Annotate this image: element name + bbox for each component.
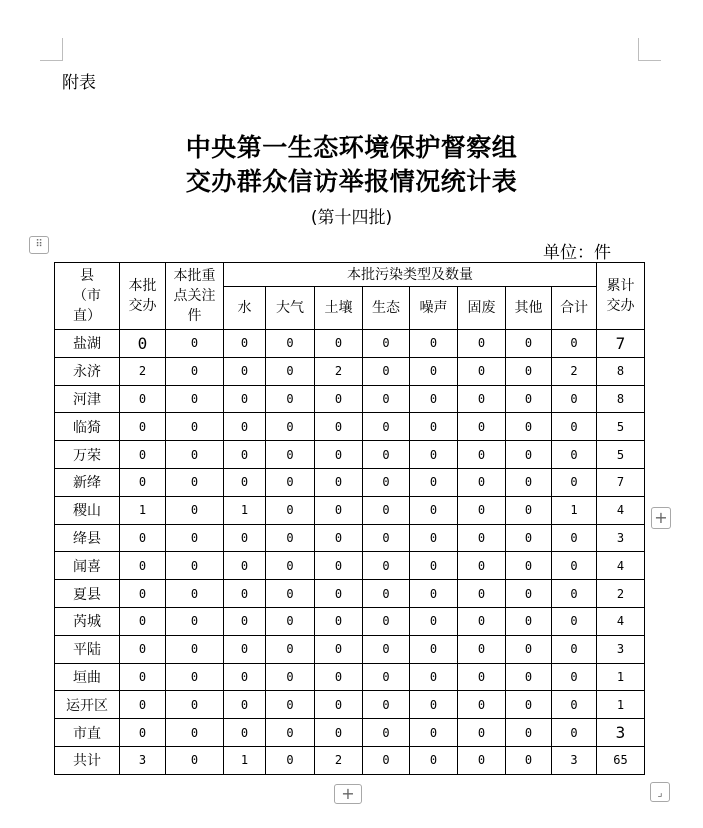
cell-solid-waste: 0 [458, 635, 506, 663]
table-move-handle[interactable] [29, 236, 49, 254]
cell-cumulative: 4 [597, 496, 645, 524]
header-ecology: 生态 [363, 287, 410, 330]
cell-county: 芮城 [55, 607, 120, 635]
header-pollution-group: 本批污染类型及数量 [224, 263, 597, 287]
cell-water: 0 [224, 413, 266, 441]
cell-solid-waste: 0 [458, 441, 506, 469]
header-water: 水 [224, 287, 266, 330]
cell-noise: 0 [410, 413, 458, 441]
cell-cumulative: 65 [597, 746, 645, 774]
cell-county: 新绛 [55, 468, 120, 496]
cell-cumulative: 5 [597, 441, 645, 469]
cell-noise: 0 [410, 746, 458, 774]
cell-solid-waste: 0 [458, 413, 506, 441]
cell-air: 0 [266, 357, 315, 385]
batch-label: (第十四批) [310, 208, 393, 228]
cell-water: 0 [224, 441, 266, 469]
cell-soil: 0 [315, 691, 363, 719]
cell-other: 0 [506, 496, 552, 524]
cell-key-focus: 0 [166, 413, 224, 441]
cell-subtotal: 3 [552, 746, 597, 774]
cell-county: 临猗 [55, 413, 120, 441]
cell-soil: 2 [315, 357, 363, 385]
cell-subtotal: 0 [552, 441, 597, 469]
header-air: 大气 [266, 287, 315, 330]
cell-key-focus: 0 [166, 552, 224, 580]
cell-county: 绛县 [55, 524, 120, 552]
cell-key-focus: 0 [166, 607, 224, 635]
cell-county: 市直 [55, 719, 120, 747]
cell-batch-assigned: 0 [120, 524, 166, 552]
cell-soil: 0 [315, 552, 363, 580]
cell-other: 0 [506, 552, 552, 580]
cell-solid-waste: 0 [458, 719, 506, 747]
cell-air: 0 [266, 746, 315, 774]
cell-other: 0 [506, 357, 552, 385]
cell-key-focus: 0 [166, 441, 224, 469]
cell-solid-waste: 0 [458, 385, 506, 413]
cell-noise: 0 [410, 330, 458, 358]
table-row [55, 635, 645, 663]
cell-solid-waste: 0 [458, 468, 506, 496]
cell-ecology: 0 [363, 524, 410, 552]
table-row [55, 691, 645, 719]
cell-other: 0 [506, 691, 552, 719]
table-body [55, 330, 645, 775]
cell-water: 1 [224, 496, 266, 524]
cell-air: 0 [266, 496, 315, 524]
cell-batch-assigned: 0 [120, 691, 166, 719]
cell-ecology: 0 [363, 580, 410, 608]
cell-cumulative: 2 [597, 580, 645, 608]
cell-subtotal: 0 [552, 524, 597, 552]
cell-county: 稷山 [55, 496, 120, 524]
table-row [55, 385, 645, 413]
cell-batch-assigned: 1 [120, 496, 166, 524]
plus-icon: + [654, 508, 668, 527]
cell-county: 万荣 [55, 441, 120, 469]
header-solid-waste: 固废 [458, 287, 506, 330]
cell-noise: 0 [410, 635, 458, 663]
cell-water: 1 [224, 746, 266, 774]
cell-soil: 0 [315, 635, 363, 663]
plus-icon: + [341, 784, 355, 803]
cell-noise: 0 [410, 719, 458, 747]
header-cumulative: 累计交办 [597, 263, 645, 330]
cell-noise: 0 [410, 607, 458, 635]
cell-county: 闻喜 [55, 552, 120, 580]
cell-ecology: 0 [363, 552, 410, 580]
cell-county: 运开区 [55, 691, 120, 719]
cell-water: 0 [224, 330, 266, 358]
cell-solid-waste: 0 [458, 496, 506, 524]
cell-water: 0 [224, 580, 266, 608]
header-batch-assigned: 本批交办 [120, 263, 166, 330]
cell-other: 0 [506, 441, 552, 469]
cell-batch-assigned: 2 [120, 357, 166, 385]
cell-county: 永济 [55, 357, 120, 385]
cell-water: 0 [224, 552, 266, 580]
cell-solid-waste: 0 [458, 330, 506, 358]
cell-cumulative: 3 [597, 635, 645, 663]
cell-ecology: 0 [363, 330, 410, 358]
cell-water: 0 [224, 719, 266, 747]
cell-soil: 0 [315, 663, 363, 691]
cell-subtotal: 0 [552, 663, 597, 691]
cell-noise: 0 [410, 663, 458, 691]
table-row [55, 468, 645, 496]
cell-soil: 0 [315, 385, 363, 413]
cell-key-focus: 0 [166, 468, 224, 496]
cell-solid-waste: 0 [458, 746, 506, 774]
cell-air: 0 [266, 330, 315, 358]
cell-subtotal: 1 [552, 496, 597, 524]
cell-county: 平陆 [55, 635, 120, 663]
document-title-line-1: 中央第一生态环境保护督察组 [185, 133, 518, 162]
cell-subtotal: 0 [552, 635, 597, 663]
table-row [55, 607, 645, 635]
cell-water: 0 [224, 607, 266, 635]
cell-county: 盐湖 [55, 330, 120, 358]
cell-key-focus: 0 [166, 719, 224, 747]
cell-other: 0 [506, 413, 552, 441]
table-row [55, 496, 645, 524]
table-row [55, 524, 645, 552]
cell-cumulative: 7 [597, 330, 645, 358]
cell-key-focus: 0 [166, 385, 224, 413]
cell-water: 0 [224, 663, 266, 691]
table-row [55, 552, 645, 580]
cell-air: 0 [266, 385, 315, 413]
cell-ecology: 0 [363, 663, 410, 691]
cell-batch-assigned: 0 [120, 441, 166, 469]
cell-subtotal: 0 [552, 330, 597, 358]
cell-air: 0 [266, 663, 315, 691]
cell-key-focus: 0 [166, 524, 224, 552]
cell-cumulative: 3 [597, 524, 645, 552]
cell-batch-assigned: 0 [120, 580, 166, 608]
cell-batch-assigned: 0 [120, 719, 166, 747]
cell-batch-assigned: 0 [120, 635, 166, 663]
statistics-table [54, 262, 645, 775]
cell-ecology: 0 [363, 607, 410, 635]
cell-subtotal: 0 [552, 719, 597, 747]
table-row [55, 719, 645, 747]
cell-subtotal: 0 [552, 413, 597, 441]
cell-subtotal: 2 [552, 357, 597, 385]
cell-air: 0 [266, 607, 315, 635]
cell-subtotal: 0 [552, 580, 597, 608]
appendix-label: 附表 [62, 73, 96, 93]
add-column-button[interactable] [651, 507, 671, 529]
cell-ecology: 0 [363, 357, 410, 385]
cell-soil: 0 [315, 607, 363, 635]
cell-batch-assigned: 0 [120, 552, 166, 580]
cell-key-focus: 0 [166, 580, 224, 608]
cell-cumulative: 4 [597, 607, 645, 635]
cell-water: 0 [224, 635, 266, 663]
cell-air: 0 [266, 719, 315, 747]
header-soil: 土壤 [315, 287, 363, 330]
cell-soil: 0 [315, 719, 363, 747]
cell-air: 0 [266, 691, 315, 719]
cell-water: 0 [224, 357, 266, 385]
crop-mark-top-left [40, 38, 63, 61]
cell-ecology: 0 [363, 468, 410, 496]
cell-cumulative: 8 [597, 357, 645, 385]
cell-solid-waste: 0 [458, 524, 506, 552]
unit-label: 单位：件 [543, 243, 611, 263]
cell-other: 0 [506, 385, 552, 413]
cell-air: 0 [266, 413, 315, 441]
table-row [55, 357, 645, 385]
cell-batch-assigned: 0 [120, 663, 166, 691]
cell-soil: 0 [315, 496, 363, 524]
cell-key-focus: 0 [166, 635, 224, 663]
cell-batch-assigned: 0 [120, 607, 166, 635]
header-county: 县（市直） [55, 263, 120, 330]
crop-mark-top-right [638, 38, 661, 61]
table-row [55, 330, 645, 358]
cell-solid-waste: 0 [458, 552, 506, 580]
cell-solid-waste: 0 [458, 357, 506, 385]
cell-other: 0 [506, 663, 552, 691]
cell-water: 0 [224, 468, 266, 496]
cell-air: 0 [266, 580, 315, 608]
cell-soil: 0 [315, 330, 363, 358]
cell-noise: 0 [410, 385, 458, 413]
cell-soil: 0 [315, 468, 363, 496]
cell-soil: 0 [315, 580, 363, 608]
cell-subtotal: 0 [552, 468, 597, 496]
cell-ecology: 0 [363, 496, 410, 524]
add-row-button[interactable] [334, 784, 362, 804]
table-resize-handle[interactable] [650, 782, 670, 802]
cell-subtotal: 0 [552, 552, 597, 580]
header-noise: 噪声 [410, 287, 458, 330]
cell-key-focus: 0 [166, 746, 224, 774]
cell-subtotal: 0 [552, 385, 597, 413]
cell-key-focus: 0 [166, 330, 224, 358]
cell-batch-assigned: 0 [120, 385, 166, 413]
cell-water: 0 [224, 524, 266, 552]
cell-soil: 0 [315, 413, 363, 441]
cell-air: 0 [266, 524, 315, 552]
cell-county: 河津 [55, 385, 120, 413]
cell-air: 0 [266, 441, 315, 469]
cell-subtotal: 0 [552, 691, 597, 719]
cell-county: 垣曲 [55, 663, 120, 691]
cell-cumulative: 1 [597, 663, 645, 691]
cell-ecology: 0 [363, 719, 410, 747]
cell-cumulative: 7 [597, 468, 645, 496]
cell-other: 0 [506, 580, 552, 608]
table-row [55, 580, 645, 608]
table-row [55, 441, 645, 469]
cell-noise: 0 [410, 580, 458, 608]
cell-other: 0 [506, 524, 552, 552]
cell-subtotal: 0 [552, 607, 597, 635]
cell-ecology: 0 [363, 746, 410, 774]
cell-noise: 0 [410, 691, 458, 719]
document-title-line-2: 交办群众信访举报情况统计表 [185, 167, 518, 196]
cell-water: 0 [224, 691, 266, 719]
cell-key-focus: 0 [166, 357, 224, 385]
cell-ecology: 0 [363, 441, 410, 469]
move-table-icon: ⠿ [35, 239, 43, 250]
cell-batch-assigned: 3 [120, 746, 166, 774]
cell-noise: 0 [410, 552, 458, 580]
cell-soil: 0 [315, 441, 363, 469]
cell-soil: 0 [315, 524, 363, 552]
cell-key-focus: 0 [166, 663, 224, 691]
cell-county: 夏县 [55, 580, 120, 608]
header-other: 其他 [506, 287, 552, 330]
cell-noise: 0 [410, 441, 458, 469]
cell-ecology: 0 [363, 691, 410, 719]
cell-batch-assigned: 0 [120, 413, 166, 441]
cell-other: 0 [506, 635, 552, 663]
cell-solid-waste: 0 [458, 607, 506, 635]
cell-noise: 0 [410, 524, 458, 552]
cell-cumulative: 1 [597, 691, 645, 719]
cell-key-focus: 0 [166, 496, 224, 524]
cell-ecology: 0 [363, 413, 410, 441]
cell-cumulative: 4 [597, 552, 645, 580]
cell-cumulative: 8 [597, 385, 645, 413]
cell-air: 0 [266, 635, 315, 663]
cell-ecology: 0 [363, 635, 410, 663]
cell-air: 0 [266, 552, 315, 580]
cell-other: 0 [506, 719, 552, 747]
header-key-focus: 本批重点关注件 [166, 263, 224, 330]
cell-county: 共计 [55, 746, 120, 774]
cell-other: 0 [506, 607, 552, 635]
cell-cumulative: 5 [597, 413, 645, 441]
cell-key-focus: 0 [166, 691, 224, 719]
cell-noise: 0 [410, 496, 458, 524]
cell-noise: 0 [410, 468, 458, 496]
cell-other: 0 [506, 746, 552, 774]
cell-solid-waste: 0 [458, 580, 506, 608]
table-row [55, 413, 645, 441]
cell-solid-waste: 0 [458, 691, 506, 719]
cell-batch-assigned: 0 [120, 468, 166, 496]
cell-solid-waste: 0 [458, 663, 506, 691]
header-subtotal: 合计 [552, 287, 597, 330]
resize-icon: ⌟ [657, 785, 663, 799]
cell-other: 0 [506, 330, 552, 358]
cell-water: 0 [224, 385, 266, 413]
table-row [55, 663, 645, 691]
cell-other: 0 [506, 468, 552, 496]
cell-batch-assigned: 0 [120, 330, 166, 358]
cell-soil: 2 [315, 746, 363, 774]
cell-noise: 0 [410, 357, 458, 385]
cell-cumulative: 3 [597, 719, 645, 747]
cell-air: 0 [266, 468, 315, 496]
cell-ecology: 0 [363, 385, 410, 413]
total-row [55, 746, 645, 774]
